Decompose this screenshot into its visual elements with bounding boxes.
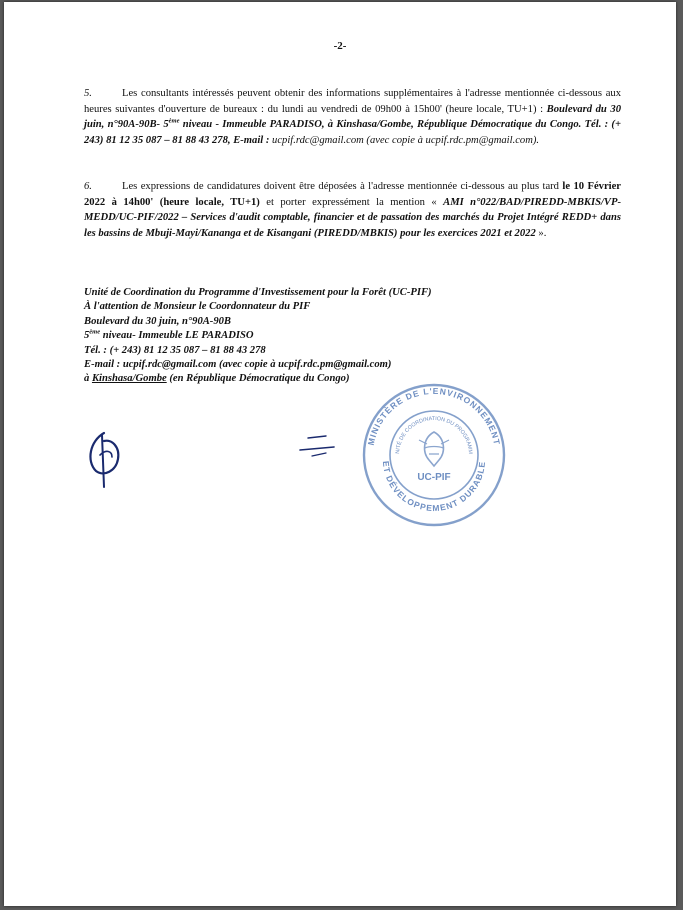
paragraph-6-middle: et porter expressément la mention « <box>259 196 444 208</box>
stamp-center-text: UC-PIF <box>417 472 451 483</box>
address-line-email: E-mail : ucpif.rdc@gmail.com (avec copie à ucpif.rdc.pm@gmail.com) <box>84 359 392 371</box>
address-line-floor <box>84 329 564 343</box>
paragraph-6-intro: Les expressions de candidatures doivent être déposées à l'adresse mentionnée ci-dessous au plus tard <box>122 181 559 192</box>
address-floor-rest: niveau- Immeuble LE PARADISO <box>100 330 254 342</box>
address-line-attention: À l'attention de Monsieur le Coordonnateur du PIF <box>84 301 311 313</box>
stamp-outer-bottom-text: ET DÉVELOPPEMENT DURABLE <box>380 460 488 514</box>
address-city-country: (en République Démocratique du Congo) <box>166 373 350 385</box>
paragraph-6 <box>84 179 621 241</box>
paragraph-6-number: 6. <box>84 181 92 192</box>
paragraph-6-closing: ». <box>535 227 547 239</box>
stamp-inner-ring-text: NITÉ DE COORDINATION DU PROGRAMM <box>394 415 474 455</box>
paragraph-6-deadline: le 10 Février 2022 à 14h00' (heure locale, TU+1) <box>84 181 621 208</box>
paragraph-6-reference: AMI n°022/BAD/PIREDD-MBKIS/VP-MEDD/UC-PIF/2022 – Services d'audit comptable, financier et de passation des marchés du Projet Intégré REDD+ dans les bassins de Mbuji-Mayi/Kananga et de Kisangani (PIREDD/MBKIS) pour les exercices 2021 et 2022 <box>84 196 621 239</box>
address-floor-number: 5 <box>84 330 90 342</box>
paragraph-5-address-start: Boulevard du 30 juin, n°90A-90B- 5 <box>84 103 621 131</box>
paragraph-5-address-sup: ème <box>168 117 180 125</box>
paragraph-5-intro: Les consultants intéressés peuvent obtenir des informations supplémentaires à l'adresse mentionnée ci-dessous aux heures suivantes d'ouverture de bureaux : du lundi au vendredi de 09h00 à 15h00' (heure locale, TU+1) : <box>84 88 621 115</box>
address-line-phone: Tél. : (+ 243) 81 12 35 087 – 81 88 43 278 <box>84 344 266 356</box>
paragraph-5-contact: ucpif.rdc@gmail.com (avec copie à ucpif.rdc.pm@gmail.com). <box>269 134 540 146</box>
address-floor-sup: ème <box>89 328 101 336</box>
stamp-outer-top-text: MINISTÈRE DE L'ENVIRONNEMENT <box>365 385 503 447</box>
signature-mark <box>296 432 340 466</box>
paragraph-5-address-rest: niveau - Immeuble PARADISO, à Kinshasa/Gombe, République Démocratique du Congo. Tél. : (+ 243) 81 12 35 087 – 81 88 43 278, E-mail : <box>84 119 621 146</box>
paragraph-5 <box>84 86 621 148</box>
stamp-emblem-icon <box>419 432 449 466</box>
address-line-organization: Unité de Coordination du Programme d'Investissement pour la Forêt (UC-PIF) <box>84 287 432 298</box>
paragraph-5-number: 5. <box>84 88 92 99</box>
signature-initials <box>82 427 142 491</box>
address-line-street: Boulevard du 30 juin, n°90A-90B <box>84 315 231 327</box>
page-number: -2- <box>333 40 347 52</box>
document-page <box>4 2 676 906</box>
address-city-link: Kinshasa/Gombe <box>91 373 167 385</box>
address-block <box>84 286 564 387</box>
official-stamp <box>359 380 509 530</box>
address-city-prefix: à <box>84 373 92 385</box>
